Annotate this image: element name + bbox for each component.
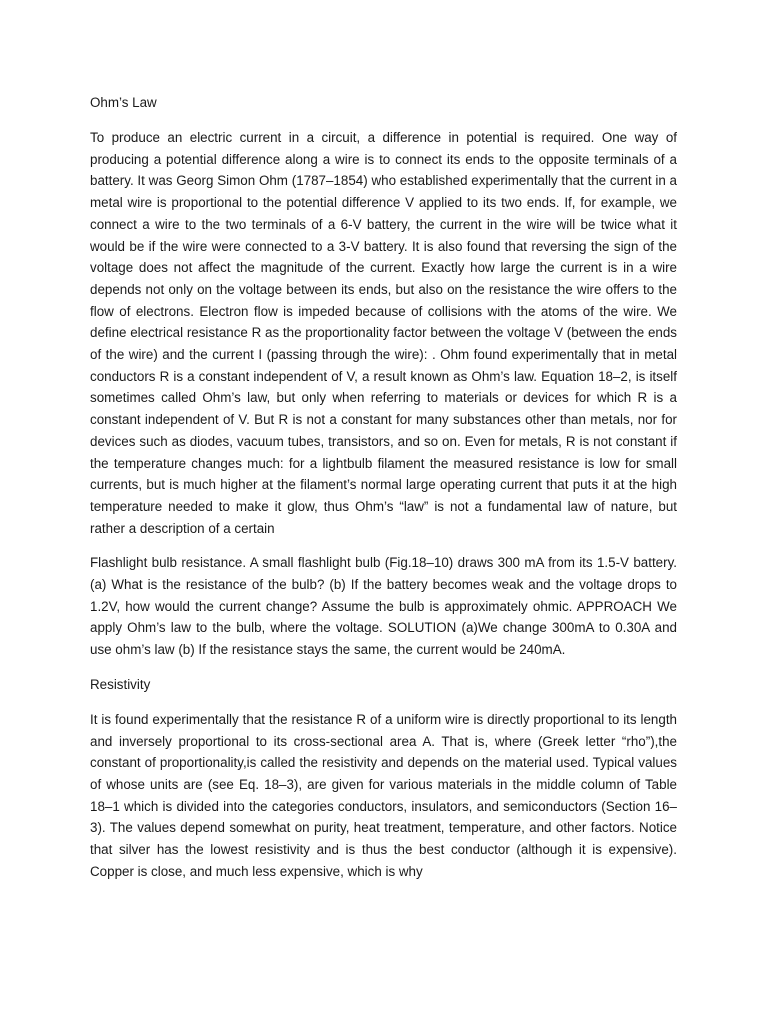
section-heading-ohms-law: Ohm’s Law [90,95,157,110]
paragraph-flashlight-example: Flashlight bulb resistance. A small flashlight bulb (Fig.18–10) draws 300 mA from its 1.5-V battery. (a) What is the resistance of the bulb? (b) If the battery becomes weak and the voltage drops to 1.2V, how would the current change? Assume the bulb is approximately ohmic. APPROACH We apply Ohm’s law to the bulb, where the voltage. SOLUTION (a)We change 300mA to 0.30A and use ohm’s law (b) If the resistance stays the same, the current would be 240mA. [90,555,677,658]
paragraph-ohms-law-intro: To produce an electric current in a circuit, a difference in potential is required. One way of producing a potential difference along a wire is to connect its ends to the opposite terminals of a battery. It was Georg Simon Ohm (1787–1854) who established experimentally that the current in a metal wire is proportional to the potential difference V applied to its two ends. If, for example, we connect a wire to the two terminals of a 6-V battery, the current in the wire will be twice what it would be if the wire were connected to a 3-V battery. It is also found that reversing the sign of the voltage does not affect the magnitude of the current. Exactly how large the current is in a wire depends not only on the voltage between its ends, but also on the resistance the wire offers to the flow of electrons. Electron flow is impeded because of collisions with the atoms of the wire. We define electrical resistance R as the proportionality factor between the voltage V (between the ends of the wire) and the current I (passing through the wire): . Ohm found experimentally that in metal conductors R is a constant independent of V, a result known as Ohm’s law. Equation 18–2, is itself sometimes called Ohm’s law, but only when referring to materials or devices for which R is a constant independent of V. But R is not a constant for many substances other than metals, nor for devices such as diodes, vacuum tubes, transistors, and so on. Even for metals, R is not constant if the temperature changes much: for a lightbulb filament the measured resistance is low for small currents, but is much higher at the filament’s normal large operating current that puts it at the high temperature needed to make it glow, thus Ohm’s “law” is not a fundamental law of nature, but rather a description of a certain [90,130,677,536]
paragraph-resistivity: It is found experimentally that the resistance R of a uniform wire is directly proportional to its length and inversely proportional to its cross-sectional area A. That is, where (Greek letter “rho”),the constant of proportionality,is called the resistivity and depends on the material used. Typical values of whose units are (see Eq. 18–3), are given for various materials in the middle column of Table 18–1 which is divided into the categories conductors, insulators, and semiconductors (Section 16–3). The values depend somewhat on purity, heat treatment, temperature, and other factors. Notice that silver has the lowest resistivity and is thus the best conductor (although it is expensive). Copper is close, and much less expensive, which is why [90,711,677,879]
document-page [90,92,677,896]
section-heading-resistivity: Resistivity [90,676,151,692]
